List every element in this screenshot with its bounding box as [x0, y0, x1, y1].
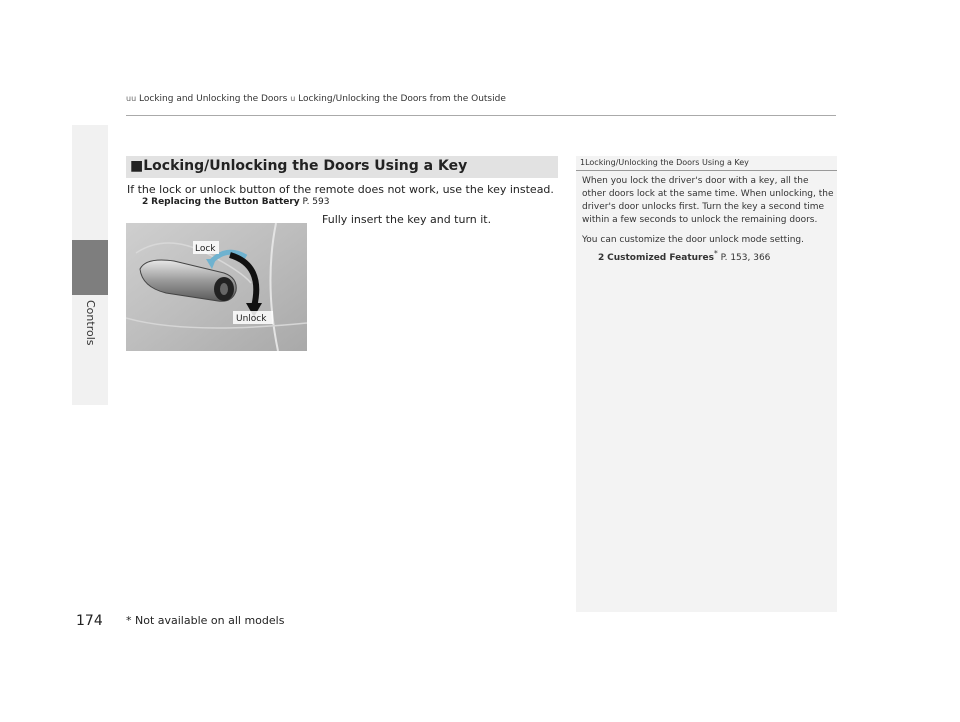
section-title — [130, 158, 467, 174]
battery-cross-reference[interactable] — [142, 197, 329, 207]
page-number: 174 — [76, 613, 103, 629]
lock-label: Lock — [195, 244, 216, 254]
breadcrumb — [126, 94, 506, 104]
xref-page: P. 593 — [302, 197, 330, 207]
customized-features-cross-reference[interactable] — [582, 247, 834, 265]
side-tab-marker — [72, 240, 108, 295]
notes-body — [582, 175, 834, 265]
keyhole — [220, 283, 228, 295]
door-handle-key-illustration — [126, 223, 307, 351]
section-title-text: Locking/Unlocking the Doors Using a Key — [143, 158, 468, 174]
xref-arrow-icon: 2 — [142, 197, 149, 207]
intro-text: If the lock or unlock button of the remote does not work, use the key instead. — [127, 183, 554, 196]
footnote: * Not available on all models — [126, 614, 285, 627]
breadcrumb-separator: u — [290, 94, 296, 103]
breadcrumb-item-locking[interactable]: Locking and Unlocking the Doors — [139, 94, 288, 104]
notes-paragraph-2: You can customize the door unlock mode setting. — [582, 235, 804, 245]
notes-xref-arrow-icon: 2 — [598, 253, 605, 263]
section-marker: ■ — [130, 158, 144, 174]
unlock-label: Unlock — [236, 314, 267, 324]
notes-title — [580, 158, 749, 167]
notes-xref-pages: P. 153, 366 — [720, 253, 771, 263]
notes-rule — [576, 170, 837, 171]
breadcrumb-item-outside[interactable]: Locking/Unlocking the Doors from the Outside — [298, 94, 506, 104]
xref-title[interactable]: Replacing the Button Battery — [151, 197, 300, 207]
notes-marker-icon: 1 — [580, 158, 586, 167]
notes-xref-asterisk: * — [713, 249, 718, 258]
instruction-text: Fully insert the key and turn it. — [322, 213, 492, 226]
notes-title-text: Locking/Unlocking the Doors Using a Key — [585, 158, 749, 167]
side-tab-label: Controls — [84, 300, 97, 346]
header-rule — [126, 115, 836, 116]
notes-paragraph-1: When you lock the driver's door with a key, all the other doors lock at the same time. When unlocking, the driver's door unlocks first. Turn the key a second time within a few seconds to unlock the remaining doors. — [582, 176, 834, 225]
notes-xref-title[interactable]: Customized Features — [607, 253, 714, 263]
breadcrumb-marker: uu — [126, 94, 137, 103]
